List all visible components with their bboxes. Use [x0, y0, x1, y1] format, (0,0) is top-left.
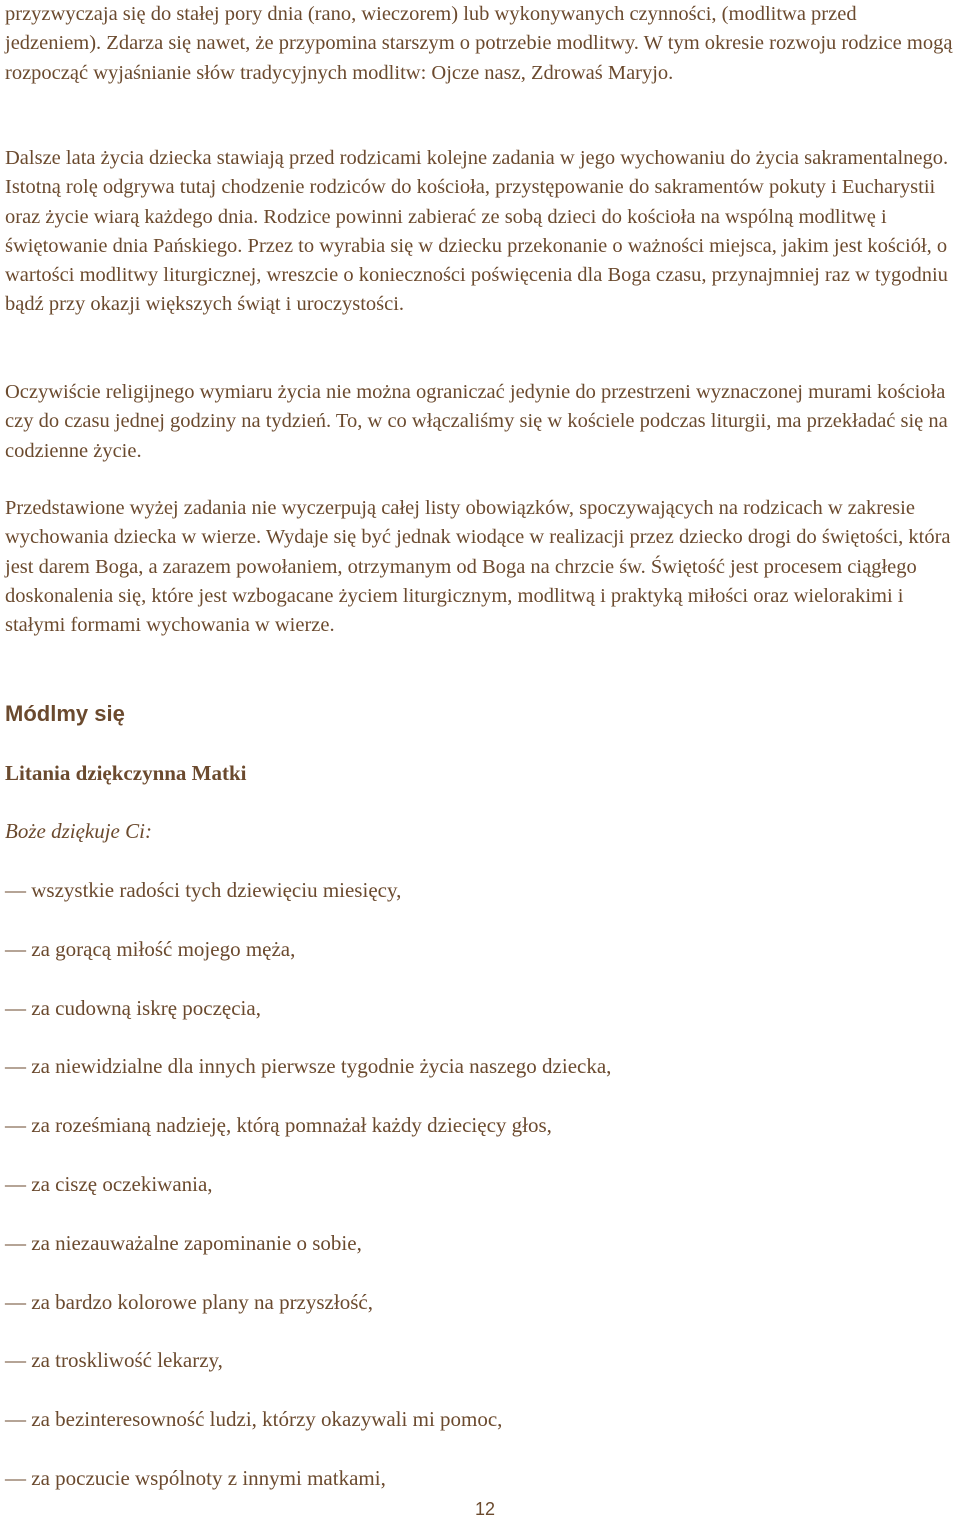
- litany-item: — za roześmianą nadzieję, którą pomnażał każdy dziecięcy głos,: [5, 1113, 552, 1138]
- litany-item: — za niezauważalne zapominanie o sobie,: [5, 1230, 362, 1255]
- litany-title: Litania dziękczynna Matki: [5, 761, 247, 785]
- litany-item: — za ciszę oczekiwania,: [5, 1171, 213, 1196]
- paragraph-daily-life: Oczywiście religijnego wymiaru życia nie można ograniczać jedynie do przestrzeni wyznaczonej murami kościoła czy do czasu jednej godziny na tydzień. To, w co włączaliśmy się w kościele podczas liturgii, ma przekładać się na codzienne życie.: [5, 381, 948, 462]
- paragraph-duties-summary: Przedstawione wyżej zadania nie wyczerpują całej listy obowiązków, spoczywających na rodzicach w zakresie wychowania dziecka w wierze. Wydaje się być jednak wiodące w realizacji przez dziecko drogi do świętości, która jest darem Boga, a zarazem powołaniem, otrzymanym od Boga na chrzcie św. Świętość jest procesem ciągłego doskonalenia się, które jest wzbogacane życiem liturgicznym, modlitwą i praktyką miłości oraz wielorakimi i stałymi formami wychowania w wierze.: [5, 497, 951, 637]
- litany-item: — za cudowną iskrę poczęcia,: [5, 995, 261, 1020]
- paragraph-sacramental-life: Dalsze lata życia dziecka stawiają przed rodzicami kolejne zadania w jego wychowaniu do życia sakramentalnego. Istotną rolę odgrywa tutaj chodzenie rodziców do kościoła, przystępowanie do sakramentów pokuty i Eucharystii oraz życie wiarą każdego dnia. Rodzice powinni zabierać ze sobą dzieci do kościoła na wspólną modlitwę i świętowanie dnia Pańskiego. Przez to wyrabia się w dziecku przekonanie o ważności miejsca, jakim jest kościół, o wartości modlitwy liturgicznej, wreszcie o konieczności poświęcenia dla Boga czasu, przynajmniej raz w tygodniu bądź przy okazji większych świąt i uroczystości.: [5, 147, 949, 316]
- litany-intro: Boże dziękuje Ci:: [5, 819, 152, 843]
- litany-item: — za gorącą miłość mojego męża,: [5, 936, 296, 961]
- litany-item: — za bezinteresowność ludzi, którzy okazywali mi pomoc,: [5, 1407, 503, 1432]
- page-number: 12: [474, 1499, 496, 1519]
- litany-item: — za bardzo kolorowe plany na przyszłość,: [5, 1289, 373, 1314]
- litany-item: — wszystkie radości tych dziewięciu miesięcy,: [5, 878, 402, 902]
- litany-list: [5, 875, 611, 1522]
- section-heading: Módlmy się: [5, 701, 125, 726]
- litany-item: — za troskliwość lekarzy,: [5, 1348, 223, 1373]
- litany-item: — za niewidzialne dla innych pierwsze tygodnie życia naszego dziecka,: [5, 1054, 612, 1079]
- litany-item: — za poczucie wspólnoty z innymi matkami,: [5, 1465, 386, 1490]
- paragraph-prayer-habits: przyzwyczaja się do stałej pory dnia (rano, wieczorem) lub wykonywanych czynności, (modlitwa przed jedzeniem). Zdarza się nawet, że przypomina starszym o potrzebie modlitwy. W tym okresie rozwoju rodzice mogą rozpocząć wyjaśnianie słów tradycyjnych modlitw: Ojcze nasz, Zdrowaś Maryjo.: [5, 3, 953, 84]
